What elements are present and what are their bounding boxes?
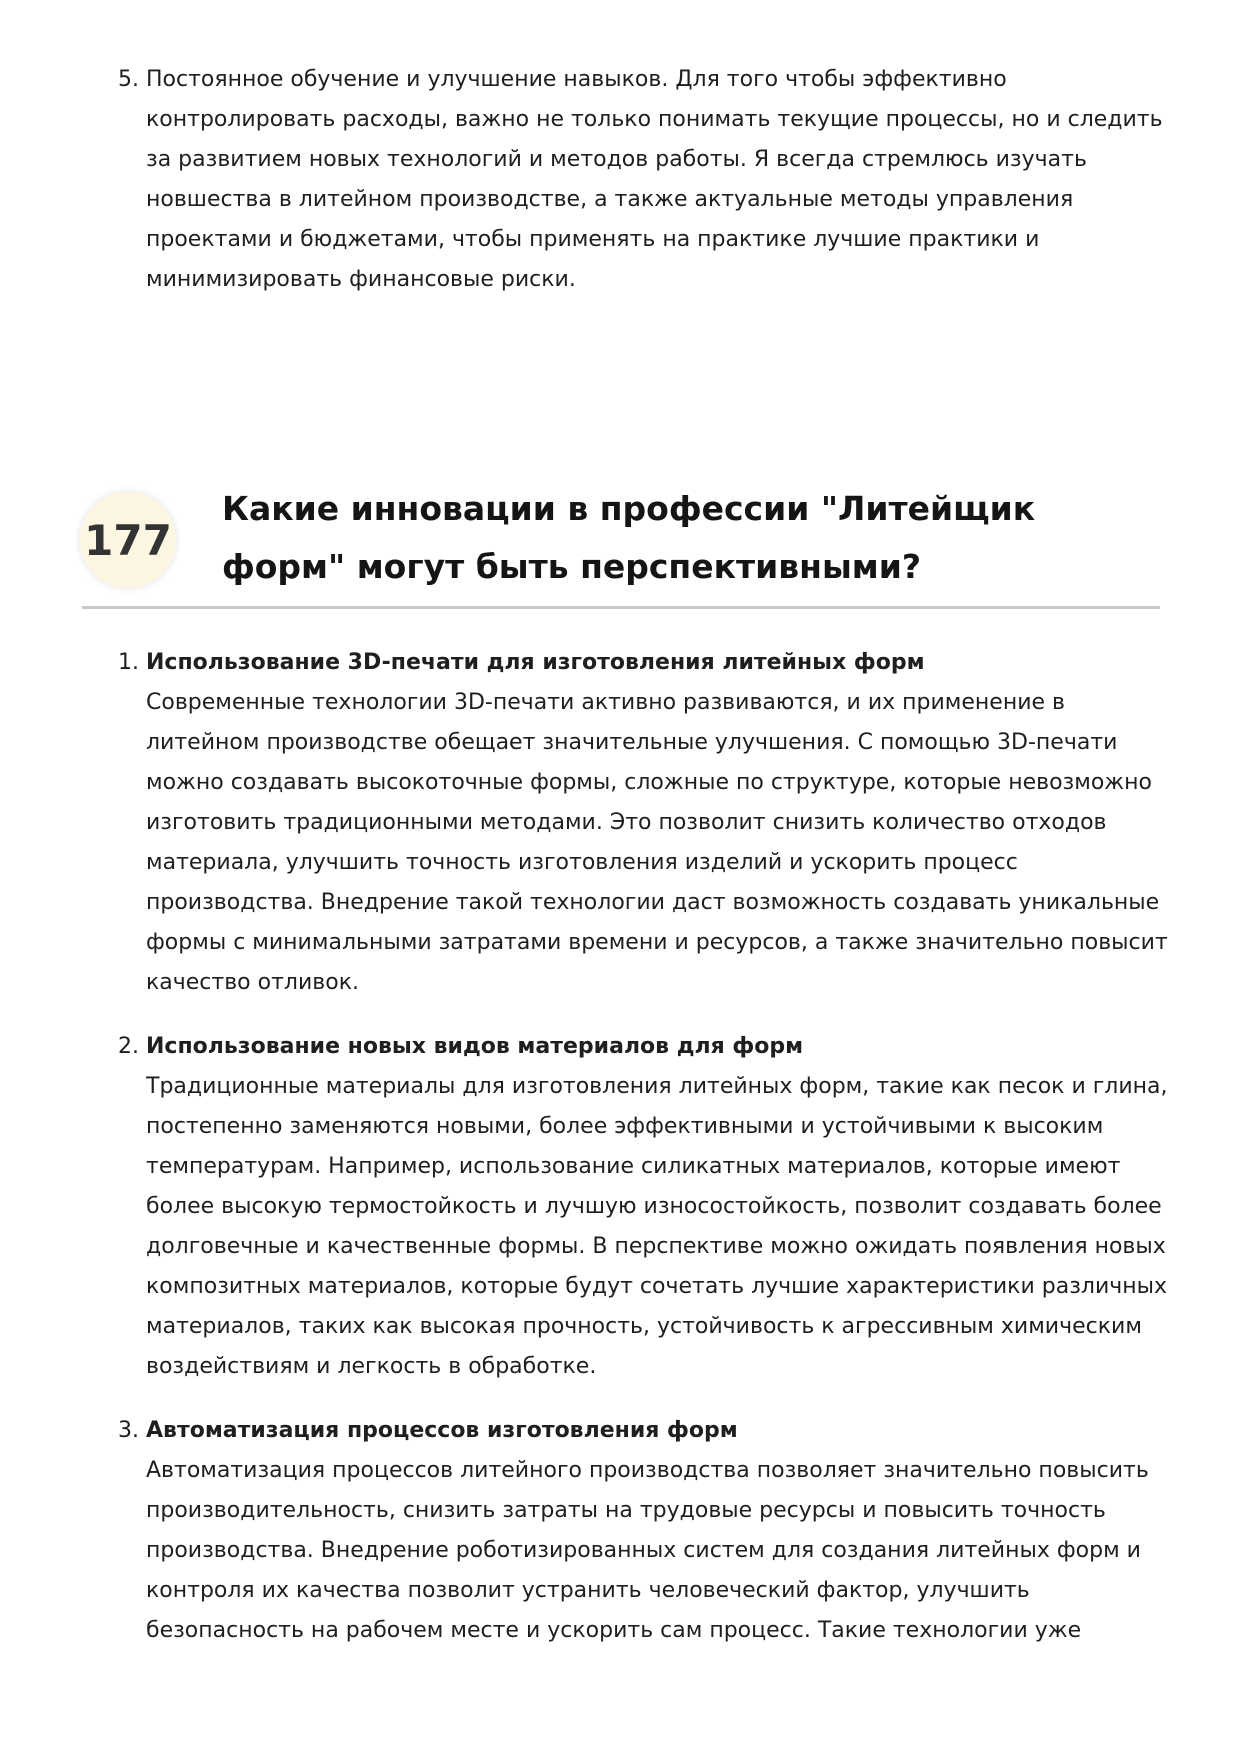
list-item-number: 5. bbox=[118, 67, 139, 92]
list-item-number: 1. bbox=[118, 650, 139, 675]
list-item-text: Традиционные материалы для изготовления литейных форм, такие как песок и глина, постепенно заменяются новыми, более эффективными и устойчивыми к высоким температурам. Например, использование силикатных материалов, которые имеют более высокую термостойкость и лучшую износостойкость, позволит создавать более долговечные и качественные формы. В перспективе можно ожидать появления новых композитных материалов, которые будут сочетать лучшие характеристики различных материалов, таких как высокая прочность, устойчивость к агрессивным химическим воздействиям и легкость в обработке. bbox=[146, 1074, 1168, 1379]
list-item-1 bbox=[118, 643, 1168, 1003]
list-item-3 bbox=[118, 1411, 1168, 1651]
list-item-2 bbox=[118, 1027, 1168, 1387]
section-divider bbox=[82, 606, 1160, 609]
list-item-body bbox=[146, 643, 1168, 1003]
list-item-body bbox=[146, 1027, 1168, 1387]
list-item-5 bbox=[118, 60, 1168, 300]
section-title: Какие инновации в профессии "Литейщик форм" могут быть перспективными? bbox=[222, 489, 1036, 586]
list-item-title: Использование новых видов материалов для форм bbox=[146, 1034, 804, 1059]
list-item-title: Использование 3D-печати для изготовления литейных форм bbox=[146, 650, 925, 675]
list-item-number: 3. bbox=[118, 1418, 139, 1443]
section-number-badge: 177 bbox=[80, 492, 176, 588]
list-item-title: Автоматизация процессов изготовления форм bbox=[146, 1418, 738, 1443]
list-item-text: Автоматизация процессов литейного производства позволяет значительно повысить производительность, снизить затраты на трудовые ресурсы и повысить точность производства. Внедрение роботизированных систем для создания литейных форм и контроля их качества позволит устранить человеческий фактор, улучшить безопасность на рабочем месте и ускорить сам процесс. Такие технологии уже bbox=[146, 1458, 1149, 1643]
list-item-text: Постоянное обучение и улучшение навыков. Для того чтобы эффективно контролировать расходы, важно не только понимать текущие процессы, но и следить за развитием новых технологий и методов работы. Я всегда стремлюсь изучать новшества в литейном производстве, а также актуальные методы управления проектами и бюджетами, чтобы применять на практике лучшие практики и минимизировать финансовые риски. bbox=[146, 67, 1163, 292]
list-item-body bbox=[146, 60, 1168, 300]
section-header bbox=[80, 480, 1160, 610]
list-item-number: 2. bbox=[118, 1034, 139, 1059]
list-item-body bbox=[146, 1411, 1168, 1651]
list-item-text: Современные технологии 3D-печати активно развиваются, и их применение в литейном производстве обещает значительные улучшения. С помощью 3D-печати можно создавать высокоточные формы, сложные по структуре, которые невозможно изготовить традиционными методами. Это позволит снизить количество отходов материала, улучшить точность изготовления изделий и ускорить процесс производства. Внедрение такой технологии даст возможность создавать уникальные формы с минимальными затратами времени и ресурсов, а также значительно повысит качество отливок. bbox=[146, 690, 1168, 995]
